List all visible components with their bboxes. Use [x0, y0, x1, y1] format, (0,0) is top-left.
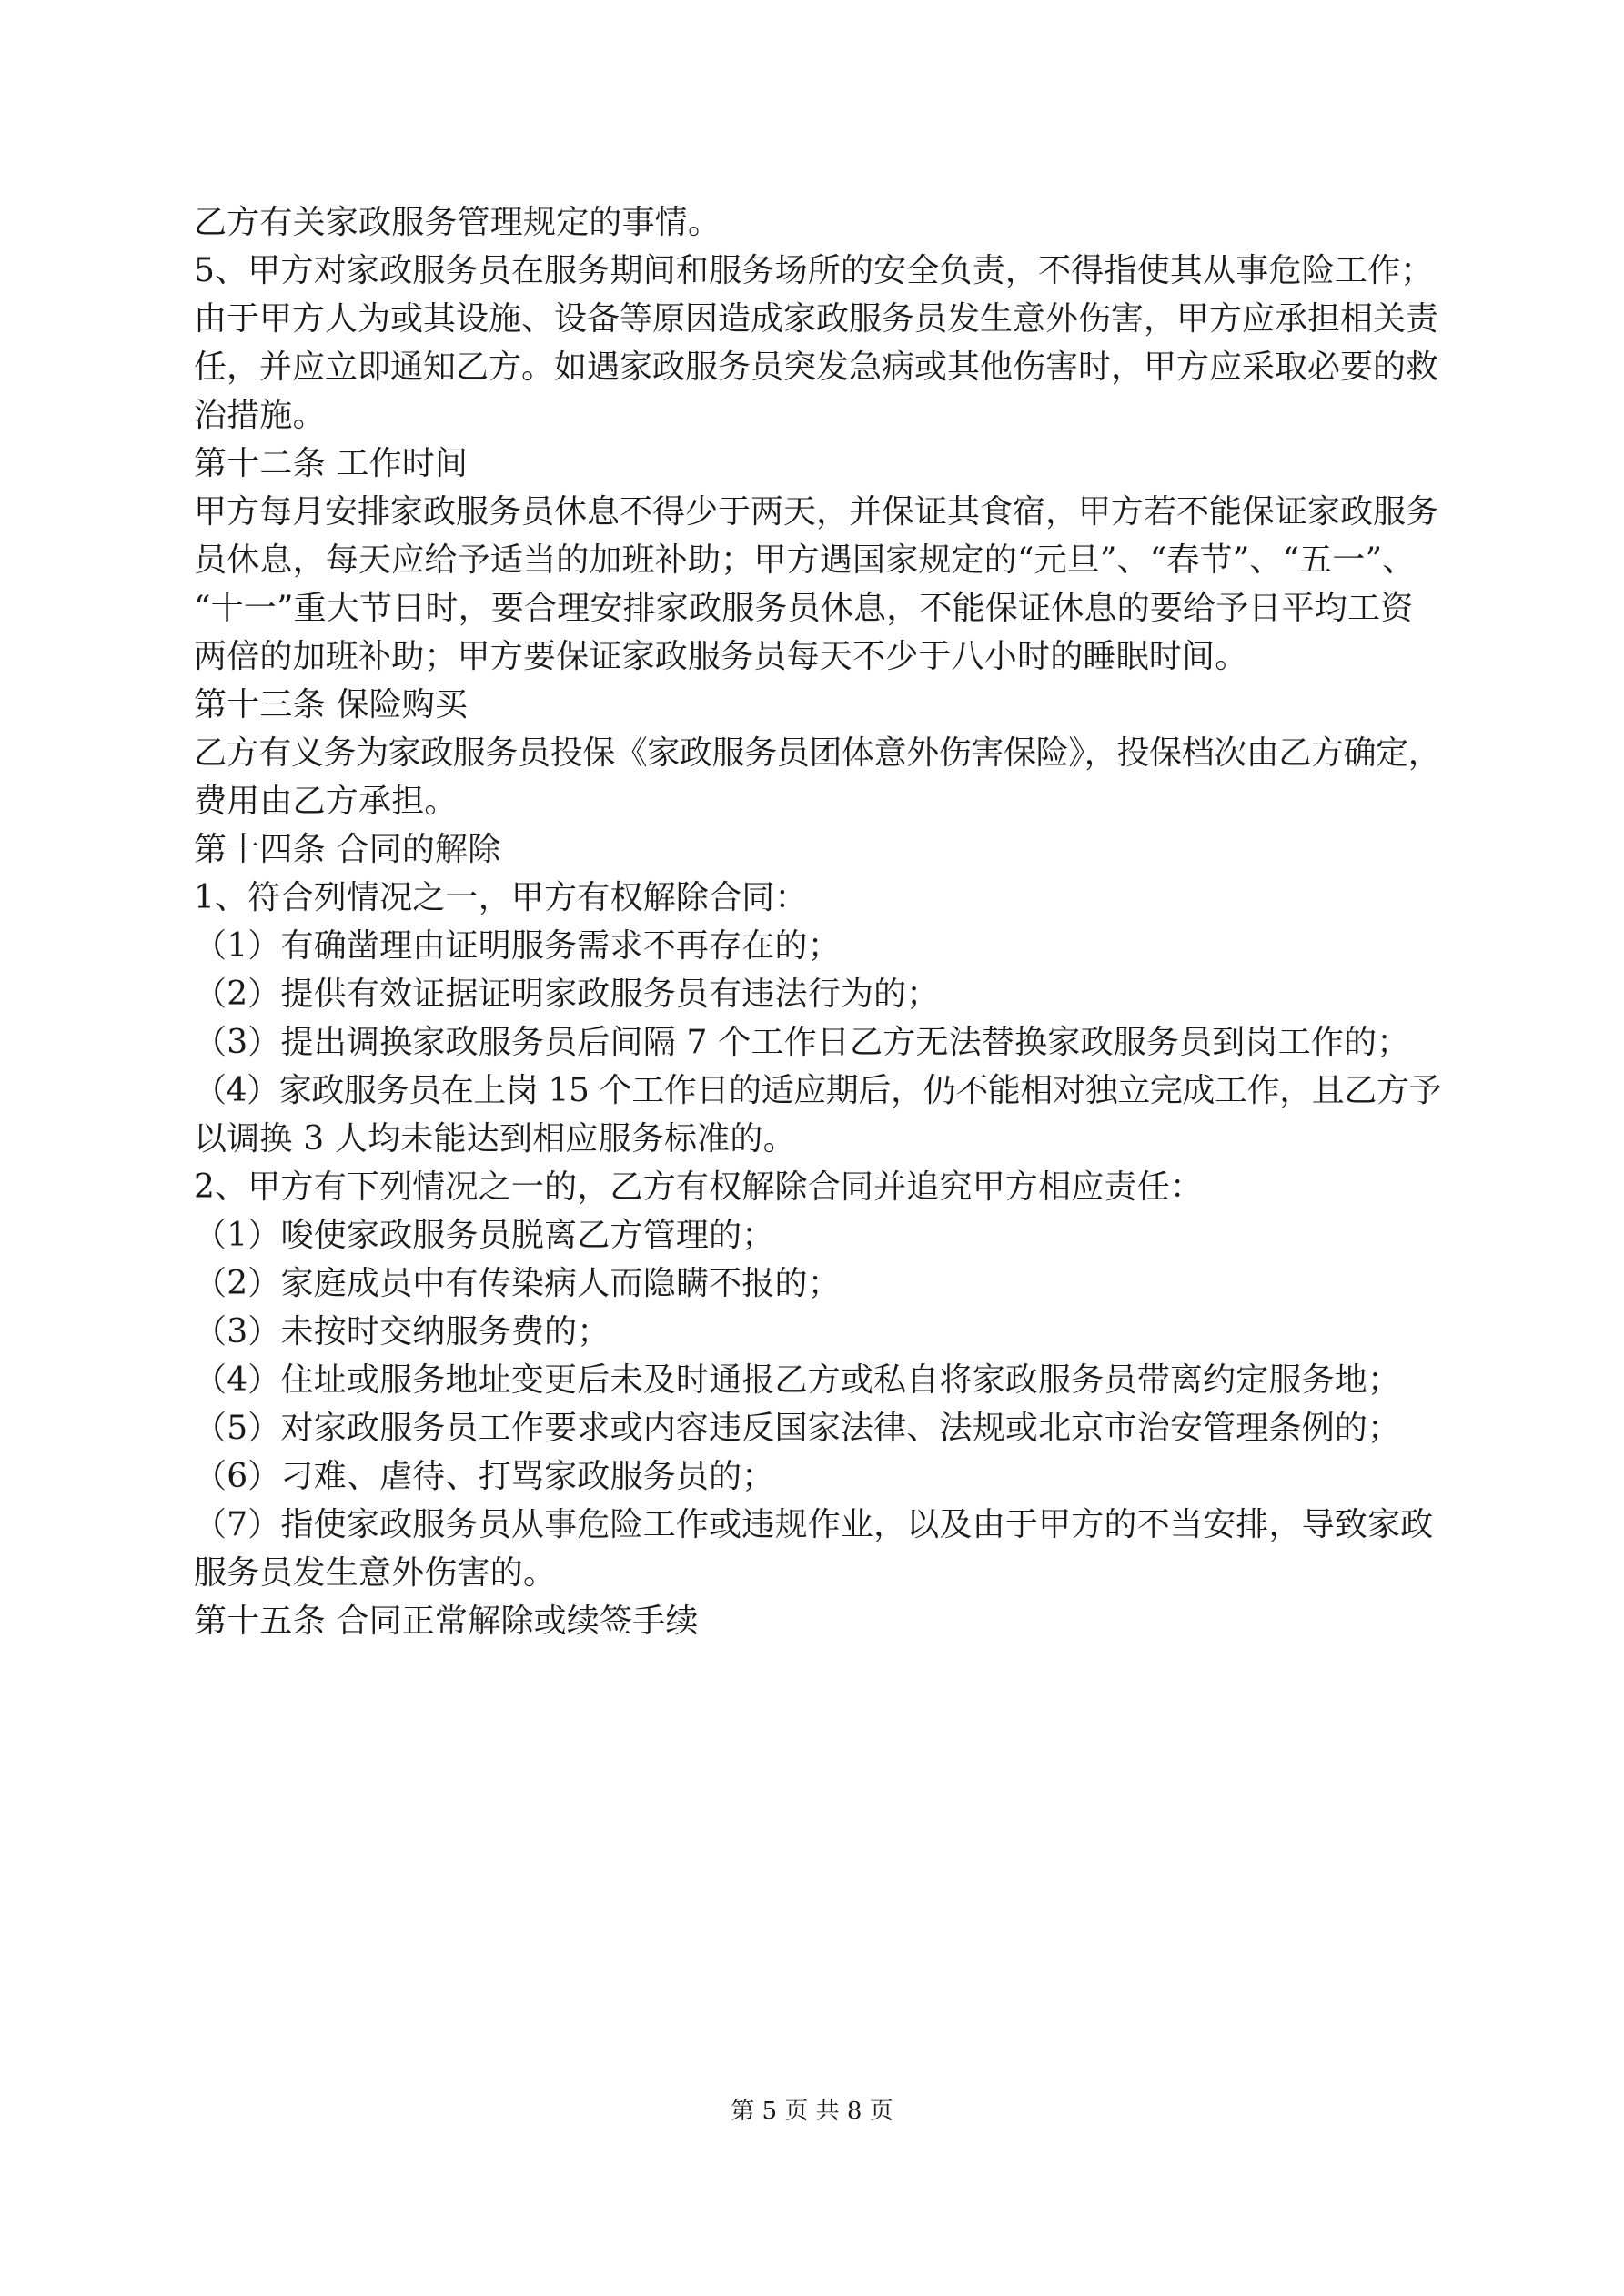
- list-item: （3）提出调换家政服务员后间隔 7 个工作日乙方无法替换家政服务员到岗工作的；: [194, 1024, 1410, 1061]
- list-item: （3）未按时交纳服务费的；: [194, 1313, 610, 1350]
- text-line: 员休息，每天应给予适当的加班补助；甲方遇国家规定的“元旦”、“春节”、“五一”、: [194, 541, 1416, 579]
- text-line: 服务员发生意外伤害的。: [194, 1554, 557, 1592]
- list-item: （2）提供有效证据证明家政服务员有违法行为的；: [194, 976, 940, 1013]
- text-line: 以调换 3 人均未能达到相应服务标准的。: [194, 1120, 796, 1158]
- text-line: 任，并应立即通知乙方。如遇家政服务员突发急病或其他伤害时，甲方应采取必要的救: [194, 349, 1439, 386]
- text-line: 治措施。: [194, 397, 326, 434]
- list-item: （4）住址或服务地址变更后未及时通报乙方或私自将家政服务员带离约定服务地；: [194, 1361, 1401, 1399]
- text-line: 1、符合列情况之一，甲方有权解除合同：: [194, 879, 808, 916]
- text-line: 乙方有义务为家政服务员投保《家政服务员团体意外伤害保险》，投保档次由乙方确定，: [194, 734, 1441, 772]
- text-line: 甲方每月安排家政服务员休息不得少于两天，并保证其食宿，甲方若不能保证家政服务: [194, 493, 1439, 531]
- text-line: “十一”重大节日时，要合理安排家政服务员休息，不能保证休息的要给予日平均工资: [194, 590, 1414, 627]
- section-heading: 第十五条 合同正常解除或续签手续: [194, 1603, 699, 1640]
- page-number-footer: 第 5 页 共 8 页: [731, 2098, 893, 2125]
- text-line: 费用由乙方承担。: [194, 783, 458, 820]
- list-item: （6）刁难、虐待、打骂家政服务员的；: [194, 1458, 775, 1495]
- list-item: （1）唆使家政服务员脱离乙方管理的；: [194, 1217, 775, 1254]
- section-heading: 第十四条 合同的解除: [194, 831, 501, 868]
- list-item: （7）指使家政服务员从事危险工作或违规作业，以及由于甲方的不当安排，导致家政: [194, 1506, 1434, 1543]
- section-heading: 第十二条 工作时间: [194, 445, 469, 482]
- list-item: （4）家政服务员在上岗 15 个工作日的适应期后，仍不能相对独立完成工作，且乙方予: [194, 1072, 1442, 1109]
- text-line: 2、甲方有下列情况之一的，乙方有权解除合同并追究甲方相应责任：: [194, 1168, 1204, 1206]
- section-heading: 第十三条 保险购买: [194, 686, 469, 723]
- list-item: （2）家庭成员中有传染病人而隐瞒不报的；: [194, 1265, 841, 1302]
- text-line: 两倍的加班补助；甲方要保证家政服务员每天不少于八小时的睡眠时间。: [194, 638, 1248, 675]
- text-line: 5、甲方对家政服务员在服务期间和服务场所的安全负责，不得指使其从事危险工作；: [194, 252, 1434, 289]
- list-item: （1）有确凿理由证明服务需求不再存在的；: [194, 927, 841, 965]
- body-text: [194, 198, 1442, 1645]
- text-line: 由于甲方人为或其设施、设备等原因造成家政服务员发生意外伤害，甲方应承担相关责: [194, 300, 1439, 338]
- list-item: （5）对家政服务员工作要求或内容违反国家法律、法规或北京市治安管理条例的；: [194, 1410, 1401, 1447]
- text-line: 乙方有关家政服务管理规定的事情。: [194, 204, 721, 241]
